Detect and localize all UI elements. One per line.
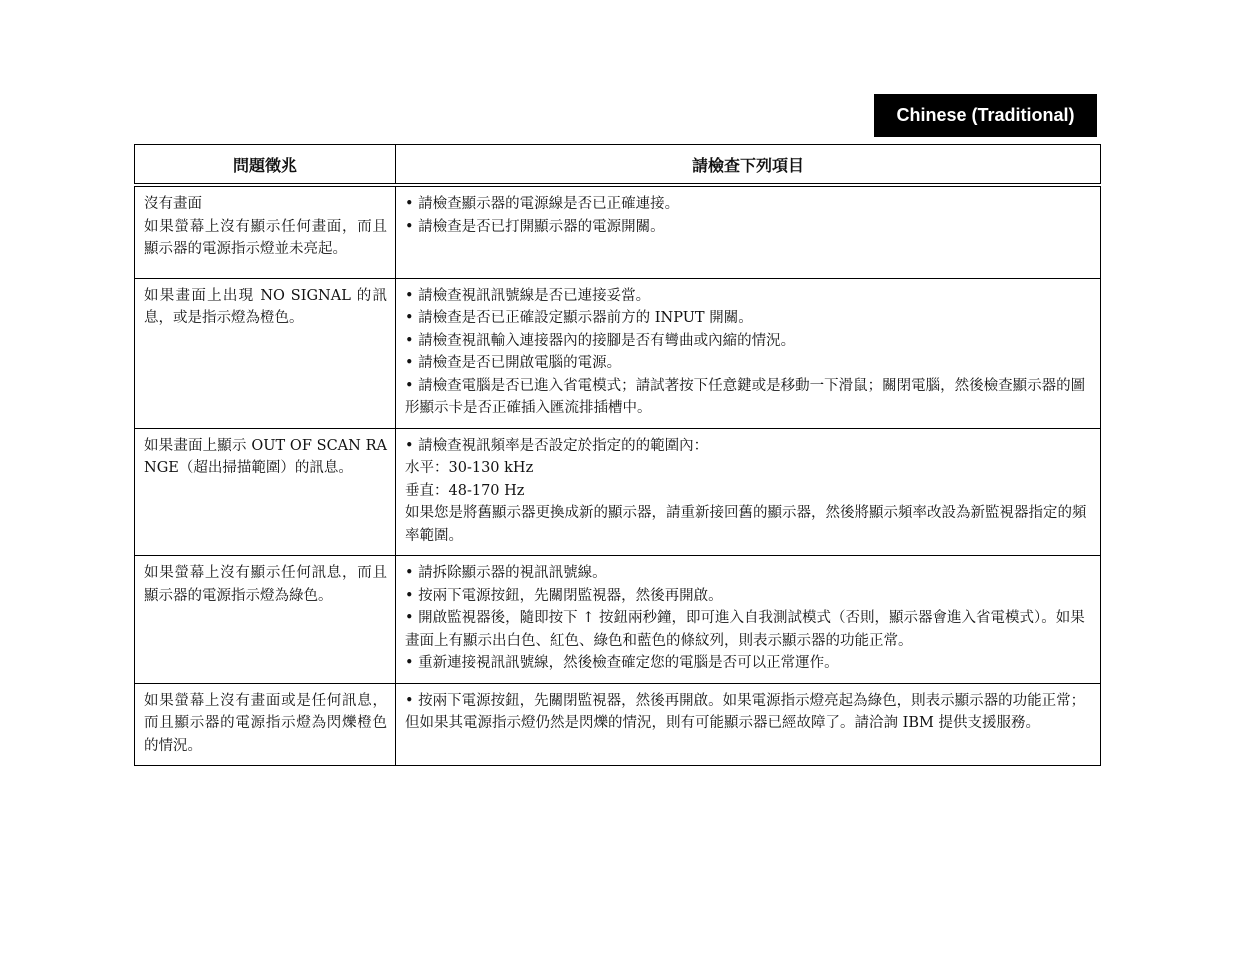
check-item: 水平：30-130 kHz <box>405 460 534 476</box>
check-item: • 請拆除顯示器的視訊訊號線。 <box>405 562 1092 585</box>
check-item: • 請檢查視訊輸入連接器內的接腳是否有彎曲或內縮的情況。 <box>405 330 1092 353</box>
troubleshooting-table <box>134 144 1101 766</box>
check-item: • 按兩下電源按鈕，先關閉監視器，然後再開啟。 <box>405 585 1092 608</box>
symptom-text: 如果畫面上顯示 OUT OF SCAN RANGE（超出掃描範圍）的訊息。 <box>144 437 387 476</box>
check-cell <box>396 278 1101 428</box>
table-row <box>135 683 1101 766</box>
symptom-cell <box>135 556 396 684</box>
header-check: 請檢查下列項目 <box>396 145 1101 186</box>
symptom-cell <box>135 185 396 278</box>
check-item: • 請檢查是否已正確設定顯示器前方的 INPUT 開關。 <box>405 307 1092 330</box>
symptom-cell <box>135 428 396 556</box>
table-row <box>135 428 1101 556</box>
table-header-row <box>135 145 1101 186</box>
symptom-cell <box>135 683 396 766</box>
symptom-cell <box>135 278 396 428</box>
check-cell <box>396 185 1101 278</box>
check-item: 如果您是將舊顯示器更換成新的顯示器，請重新接回舊的顯示器，然後將顯示頻率改設為新監視器指定的頻率範圍。 <box>405 505 1087 544</box>
check-item: • 重新連接視訊訊號線，然後檢查確定您的電腦是否可以正常運作。 <box>405 652 1092 675</box>
check-cell <box>396 556 1101 684</box>
table-row <box>135 278 1101 428</box>
symptom-text: 沒有畫面 <box>144 196 202 212</box>
check-item: • 請檢查是否已開啟電腦的電源。 <box>405 352 1092 375</box>
language-tab: Chinese (Traditional) <box>874 94 1097 137</box>
table-row <box>135 185 1101 278</box>
check-item: • 請檢查視訊訊號線是否已連接妥當。 <box>405 285 1092 308</box>
check-cell <box>396 683 1101 766</box>
check-cell <box>396 428 1101 556</box>
check-item: 垂直：48-170 Hz <box>405 482 525 499</box>
symptom-text: 如果螢幕上沒有顯示任何畫面，而且顯示器的電源指示燈並未亮起。 <box>144 218 387 257</box>
symptom-text: 如果螢幕上沒有畫面或是任何訊息，而且顯示器的電源指示燈為閃爍橙色的情況。 <box>144 692 387 754</box>
check-item: • 請檢查顯示器的電源線是否已正確連接。 <box>405 193 1092 216</box>
check-item: • 按兩下電源按鈕，先關閉監視器，然後再開啟。如果電源指示燈亮起為綠色，則表示顯示器的功能正常；但如果其電源指示燈仍然是閃爍的情況，則有可能顯示器已經故障了。請洽詢 IBM 提供支援服務。 <box>405 690 1092 735</box>
header-symptom: 問題徵兆 <box>135 145 396 186</box>
table-row <box>135 556 1101 684</box>
check-item: • 請檢查視訊頻率是否設定於指定的的範圍內： <box>405 435 1092 458</box>
check-item: • 開啟監視器後，隨即按下 ↑ 按鈕兩秒鐘，即可進入自我測試模式（否則，顯示器會進入省電模式）。如果畫面上有顯示出白色、紅色、綠色和藍色的條紋列，則表示顯示器的功能正常。 <box>405 607 1092 652</box>
symptom-text: 如果螢幕上沒有顯示任何訊息，而且顯示器的電源指示燈為綠色。 <box>144 565 387 604</box>
check-item: • 請檢查電腦是否已進入省電模式；請試著按下任意鍵或是移動一下滑鼠；關閉電腦，然後檢查顯示器的圖形顯示卡是否正確插入匯流排插槽中。 <box>405 375 1092 420</box>
check-item: • 請檢查是否已打開顯示器的電源開關。 <box>405 216 1092 239</box>
symptom-text: 如果畫面上出現 NO SIGNAL 的訊息，或是指示燈為橙色。 <box>144 287 387 326</box>
